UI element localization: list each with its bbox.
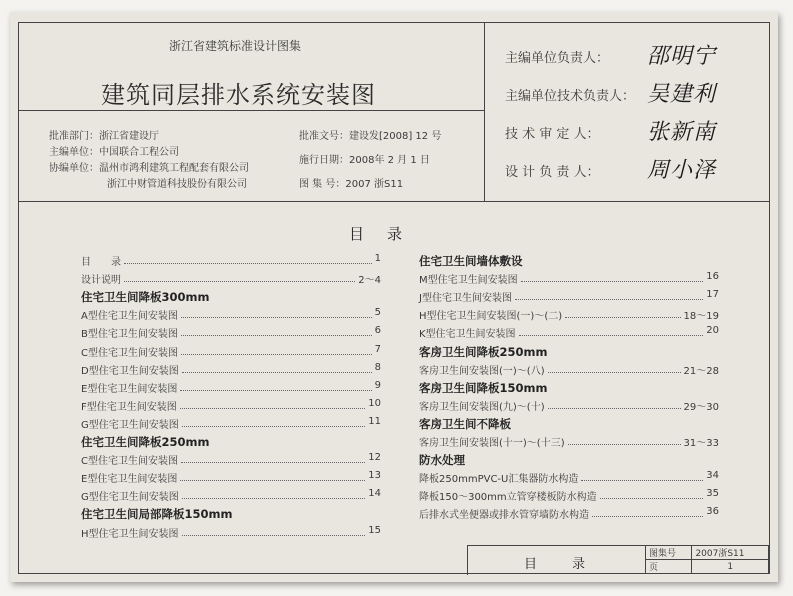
- toc-entry-page: 21～28: [683, 365, 719, 377]
- toc-entry-label: 住宅卫生间降板300mm: [81, 290, 210, 305]
- toc-entry-page: 18～19: [683, 311, 719, 323]
- toc-entry-label: 降板150～300mm立管穿楼板防水构造: [419, 492, 597, 504]
- toc-entry-label: 防水处理: [419, 453, 465, 468]
- toc-leader-dots: [568, 434, 681, 445]
- toc-entry[interactable]: [81, 344, 381, 359]
- toc-entry[interactable]: [419, 325, 719, 340]
- toc-entry-label: 后排水式坐便器或排水管穿墙防水构造: [419, 510, 589, 522]
- toc-leader-dots: [581, 470, 703, 481]
- responsible-role: 主编单位技术负责人：: [505, 89, 636, 104]
- toc-entry-label: E型住宅卫生间安装图: [81, 383, 178, 395]
- toc-entry-label: H型住宅卫生间安装图(一)～(二): [419, 311, 563, 323]
- toc-section-heading: [419, 253, 719, 269]
- toc-entry-label: 降板250mmPVC-U汇集器防水构造: [419, 474, 579, 486]
- toc-leader-dots: [521, 271, 704, 282]
- org-line: 浙江省建筑标准设计图集: [169, 39, 302, 53]
- toc-leader-dots: [181, 325, 372, 336]
- toc-entry[interactable]: [81, 307, 381, 322]
- toc-entry-page: 15: [368, 524, 381, 536]
- drawing-sheet: [10, 12, 778, 582]
- toc-entry-page: 1: [374, 253, 381, 264]
- toc-entry[interactable]: [81, 525, 381, 540]
- toc-section-heading: [419, 344, 719, 360]
- toc-leader-dots: [182, 525, 366, 536]
- editor-unit: 主编单位：中国联合工程公司: [49, 147, 179, 158]
- responsible-role: 设 计 负 责 人：: [505, 165, 600, 180]
- toc-entry-label: G型住宅卫生间安装图: [81, 492, 179, 504]
- toc-entry-label: G型住宅卫生间安装图: [81, 419, 179, 431]
- toc-leader-dots: [124, 253, 372, 264]
- toc-entry[interactable]: [81, 362, 381, 377]
- toc-leader-dots: [565, 307, 680, 318]
- toc-entry-label: 目 录: [81, 257, 121, 268]
- toc-entry[interactable]: [81, 380, 381, 395]
- toc-entry[interactable]: [419, 289, 719, 304]
- toc-entry-label: M型住宅卫生间安装图: [419, 275, 518, 287]
- exec-date: 施行日期：2008年 2 月 1 日: [299, 155, 430, 166]
- toc-entry[interactable]: [81, 470, 381, 485]
- toc-entry-label: 住宅卫生间局部降板150mm: [81, 507, 233, 522]
- toc-entry-label: B型住宅卫生间安装图: [81, 329, 178, 341]
- toc-entry-label: A型住宅卫生间安装图: [81, 311, 178, 323]
- toc-entry-label: C型住宅卫生间安装图: [81, 456, 178, 468]
- toc-leader-dots: [519, 325, 704, 336]
- toc-leader-dots: [182, 416, 366, 427]
- page-value: 1: [692, 560, 769, 574]
- toc-entry-label: J型住宅卫生间安装图: [419, 293, 512, 305]
- header-vertical-divider: [484, 23, 485, 201]
- toc-entry-label: D型住宅卫生间安装图: [81, 365, 179, 377]
- toc-leader-dots: [124, 271, 355, 282]
- toc-entry-page: 36: [706, 506, 719, 518]
- atlas-no-value: 2007浙S11: [692, 546, 769, 560]
- toc-leader-dots: [181, 452, 365, 463]
- toc-leader-dots: [182, 362, 372, 373]
- toc-entry-page: 16: [706, 271, 719, 283]
- toc-leader-dots: [548, 362, 681, 373]
- toc-leader-dots: [548, 398, 681, 409]
- toc-section-heading: [419, 452, 719, 468]
- toc-section-heading: [81, 506, 381, 522]
- toc-entry[interactable]: [419, 307, 719, 322]
- responsible-signature: 张新南: [647, 120, 717, 145]
- toc-entry-label: H型住宅卫生间安装图: [81, 528, 179, 540]
- toc-entry-label: K型住宅卫生间安装图: [419, 329, 516, 341]
- responsible-role: 主编单位负责人：: [505, 51, 610, 66]
- toc-section-heading: [81, 434, 381, 450]
- toc-section-heading: [419, 416, 719, 432]
- toc-entry-page: 12: [368, 452, 381, 464]
- toc-entry-label: 客房卫生间安装图(十一)～(十三): [419, 438, 565, 449]
- toc-entry-page: 17: [706, 289, 719, 301]
- toc-entry-label: 客房卫生间安装图(一)～(八): [419, 365, 545, 377]
- toc-entry-label: 客房卫生间安装图(九)～(十): [419, 401, 545, 413]
- responsible-signature: 周小泽: [647, 158, 717, 183]
- toc-entry-label: F型住宅卫生间安装图: [81, 401, 177, 413]
- responsible-signature: 邵明宁: [647, 44, 717, 69]
- toc-entry-label: 客房卫生间降板150mm: [419, 380, 548, 395]
- toc-entry[interactable]: [419, 362, 719, 377]
- toc-leader-dots: [180, 470, 365, 481]
- toc-title: 目 录: [349, 225, 407, 243]
- toc-entry[interactable]: [419, 271, 719, 286]
- toc-leader-dots: [182, 488, 366, 499]
- toc-entry[interactable]: [419, 506, 719, 521]
- toc-entry[interactable]: [81, 416, 381, 431]
- toc-leader-dots: [180, 398, 366, 409]
- atlas-number: 图 集 号：2007 浙S11: [299, 179, 404, 190]
- toc-entry[interactable]: [81, 271, 381, 286]
- toc-entry-page: 2～4: [358, 275, 381, 287]
- toc-entry-page: 8: [374, 361, 381, 373]
- toc-leader-dots: [181, 307, 372, 318]
- toc-entry-page: 14: [368, 488, 381, 500]
- co-unit-2: 浙江中财管道科技股份有限公司: [107, 179, 247, 190]
- toc-entry[interactable]: [419, 488, 719, 503]
- toc-entry[interactable]: [81, 452, 381, 467]
- toc-entry[interactable]: [419, 398, 719, 413]
- toc-entry-page: 9: [374, 379, 381, 391]
- toc-entry[interactable]: [81, 398, 381, 413]
- toc-entry-page: 6: [374, 325, 381, 337]
- toc-entry[interactable]: [419, 434, 719, 449]
- toc-entry-page: 7: [374, 343, 381, 355]
- sheet-title: 建筑同层排水系统安装图: [101, 81, 376, 109]
- toc-entry-page: 31～33: [683, 438, 719, 449]
- toc-entry-label: C型住宅卫生间安装图: [81, 347, 178, 359]
- toc-entry-page: 20: [706, 325, 719, 337]
- toc-entry-page: 13: [368, 470, 381, 482]
- toc-entry-page: 10: [368, 397, 381, 409]
- responsible-role: 技 术 审 定 人：: [505, 127, 600, 142]
- title-divider: [19, 110, 484, 111]
- titleblock-name: 目 录: [524, 557, 589, 572]
- page-label: 页: [646, 560, 692, 574]
- titleblock-table: [645, 545, 769, 574]
- toc-entry-page: 29～30: [683, 401, 719, 413]
- toc-entry-page: 11: [368, 415, 381, 427]
- toc-entry[interactable]: [81, 253, 381, 268]
- toc-entry[interactable]: [419, 470, 719, 485]
- toc-leader-dots: [600, 488, 704, 499]
- toc-leader-dots: [515, 289, 703, 300]
- toc-entry-page: 5: [374, 307, 381, 319]
- approval-number: 批准文号：建设发[2008] 12 号: [299, 131, 442, 142]
- toc-section-heading: [419, 380, 719, 396]
- toc-entry[interactable]: [81, 488, 381, 503]
- toc-entry[interactable]: [81, 325, 381, 340]
- toc-leader-dots: [180, 380, 371, 391]
- sheet-border: [18, 22, 770, 574]
- toc-entry-page: 34: [706, 470, 719, 482]
- co-unit-1: 协编单位：温州市鸿利建筑工程配套有限公司: [49, 163, 249, 174]
- atlas-no-label: 图集号: [646, 546, 692, 560]
- titleblock-left-line: [467, 545, 468, 575]
- toc-entry-label: 客房卫生间降板250mm: [419, 344, 548, 359]
- toc-entry-label: 住宅卫生间墙体敷设: [419, 254, 523, 268]
- toc-entry-label: E型住宅卫生间安装图: [81, 474, 178, 486]
- header-divider: [19, 201, 769, 202]
- toc-leader-dots: [181, 344, 372, 355]
- toc-section-heading: [81, 289, 381, 305]
- toc-entry-label: 住宅卫生间降板250mm: [81, 435, 210, 449]
- responsible-signature: 吴建利: [647, 82, 717, 107]
- toc-entry-label: 客房卫生间不降板: [419, 416, 511, 431]
- approval-dept: 批准部门：浙江省建设厅: [49, 131, 159, 142]
- toc-entry-page: 35: [706, 488, 719, 500]
- toc-entry-label: 设计说明: [81, 275, 121, 287]
- toc-leader-dots: [592, 506, 703, 517]
